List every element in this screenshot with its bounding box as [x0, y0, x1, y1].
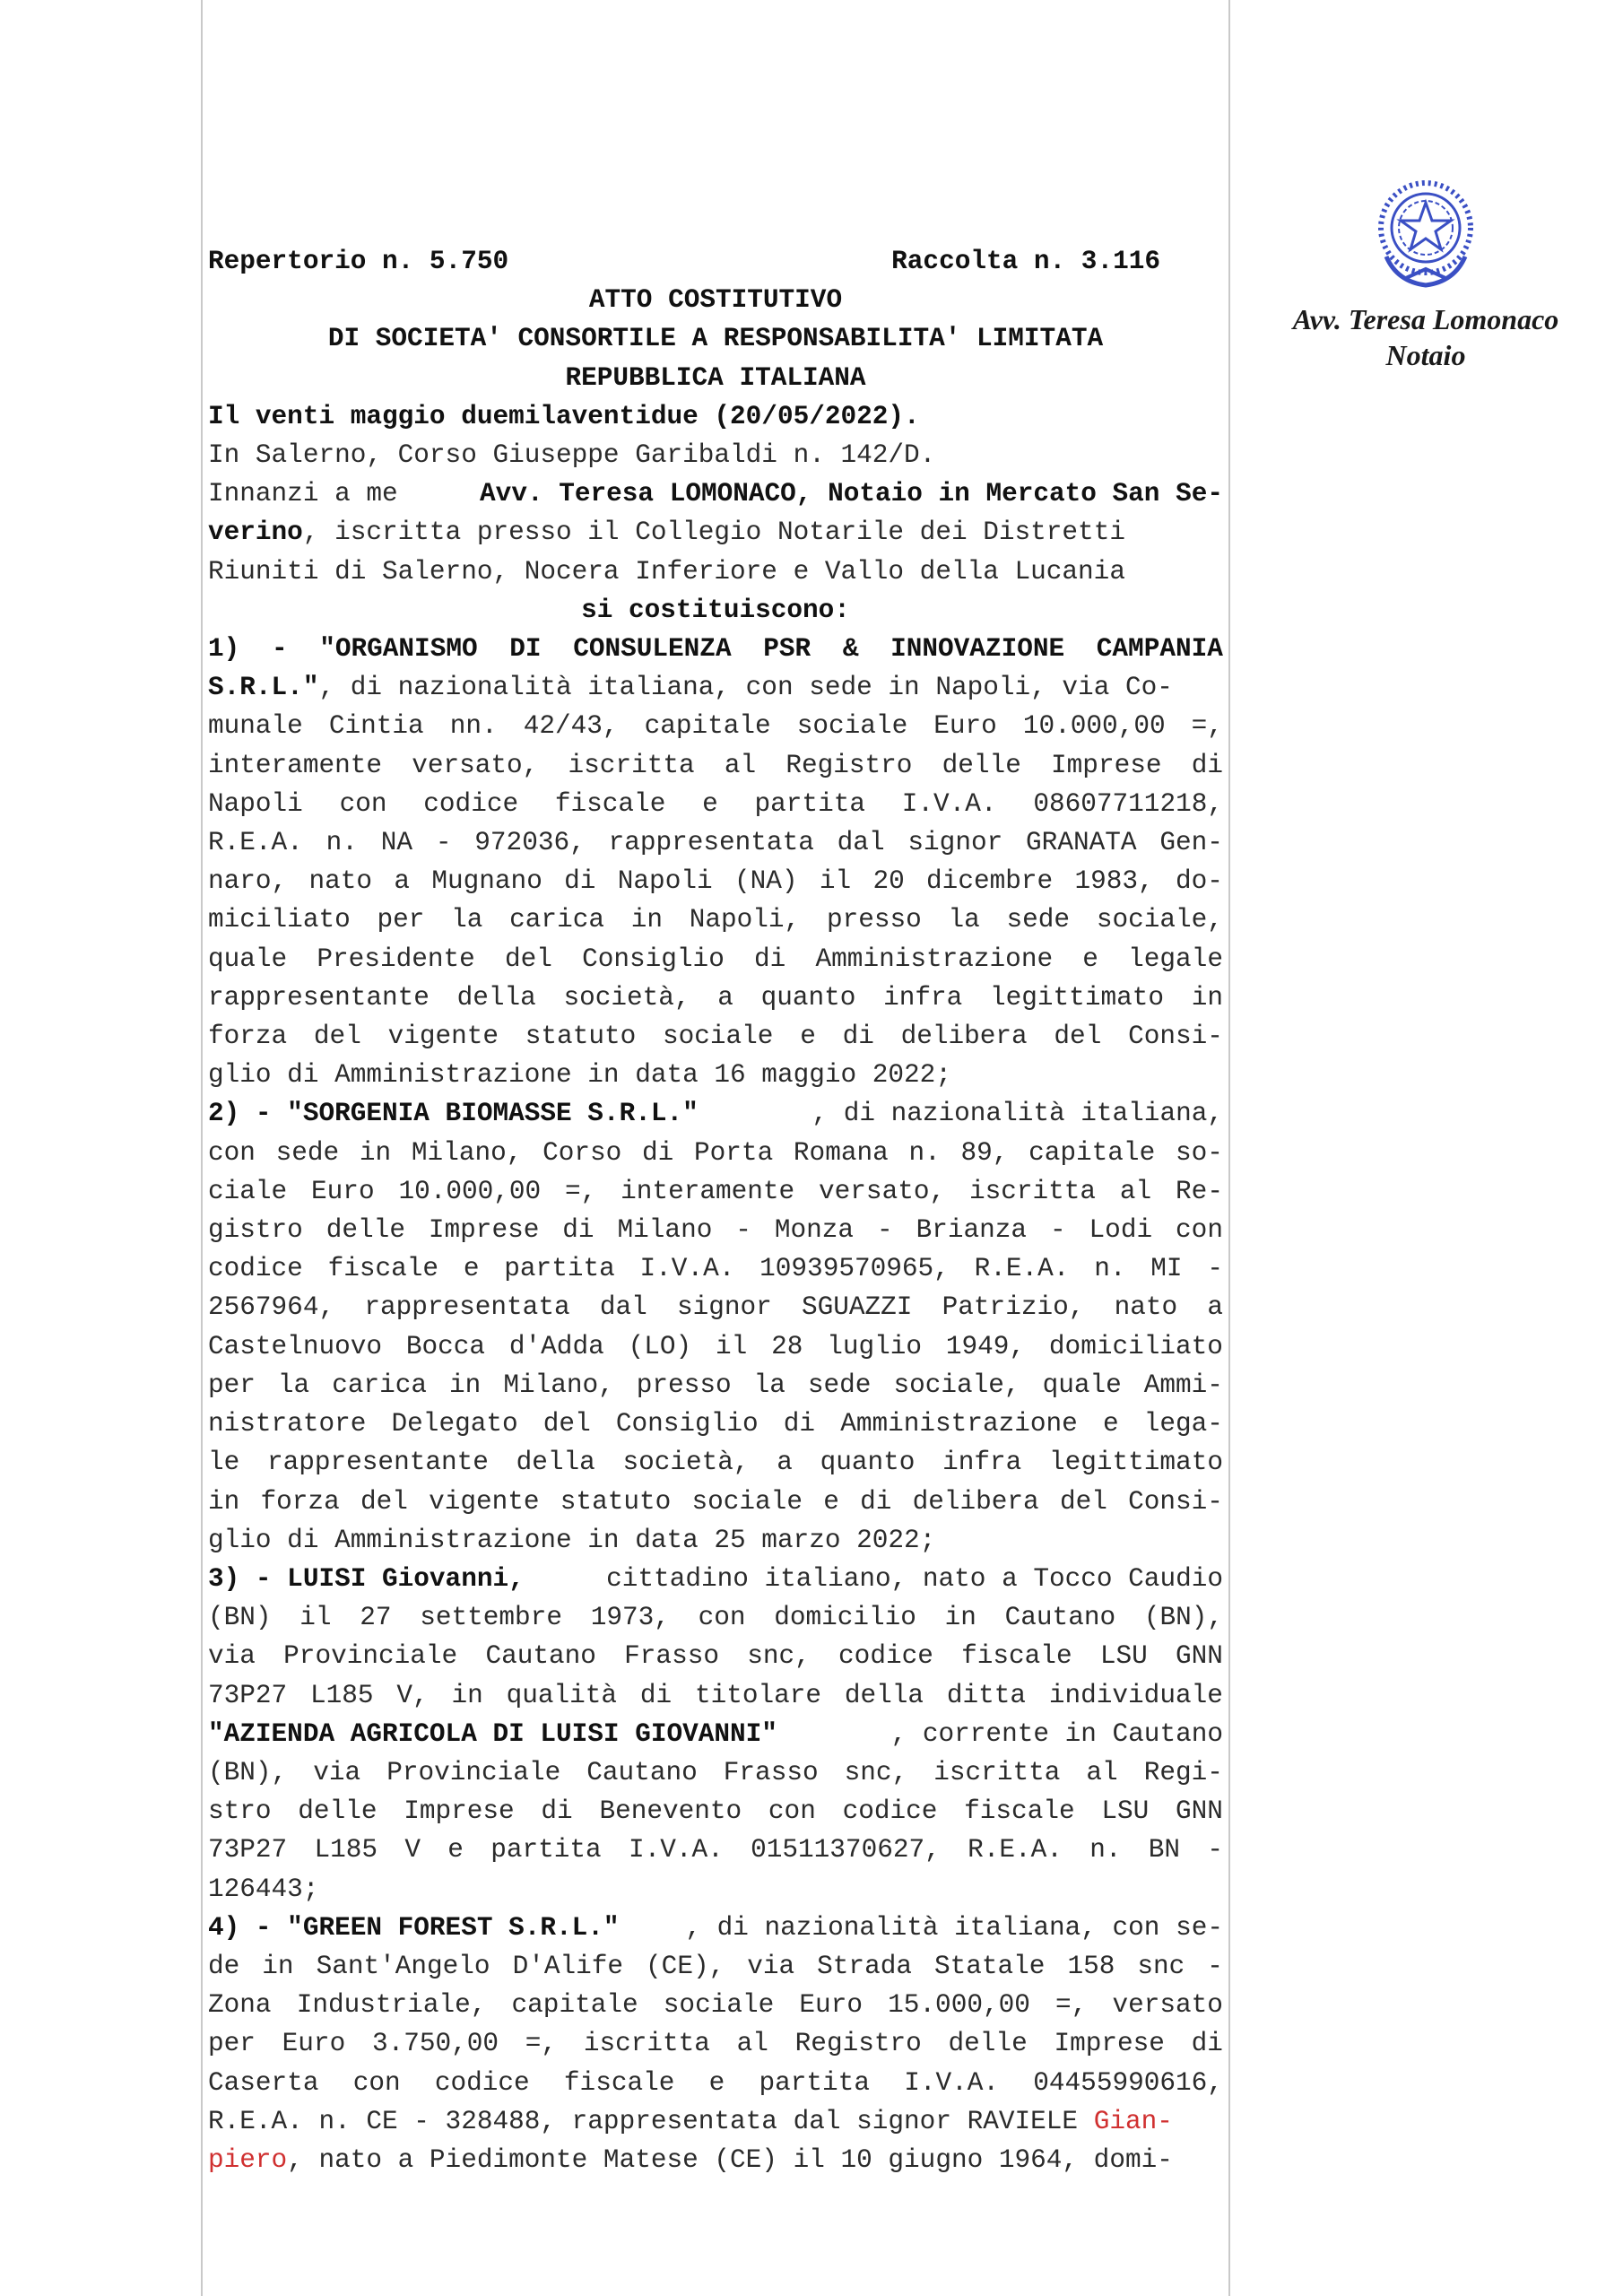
- party-3-line: 73P27 L185 V, in qualità di titolare della ditta individuale: [208, 1680, 1223, 1710]
- party-2-line: Castelnuovo Bocca d'Adda (LO) il 28 luglio 1949, domiciliato: [208, 1331, 1223, 1361]
- party-1-line-2: S.R.L.", di nazionalità italiana, con sede in Napoli, via Co-: [208, 673, 1173, 703]
- party-2-line: in forza del vigente statuto sociale e di delibera del Consi-: [208, 1486, 1223, 1517]
- raccolta-number: Raccolta n. 3.116: [891, 247, 1160, 276]
- notary-title: Notaio: [1385, 339, 1466, 371]
- highlighted-name: piero: [208, 2144, 288, 2175]
- reference-numbers: [208, 242, 1223, 281]
- party-1-line: naro, nato a Mugnano di Napoli (NA) il 20 dicembre 1983, do-: [208, 866, 1223, 897]
- before-me-text: Innanzi a me: [208, 479, 398, 509]
- party-1-line: Napoli con codice fiscale e partita I.V.A. 08607711218,: [208, 788, 1223, 819]
- party-4-last-line: piero, nato a Piedimonte Matese (CE) il 10 giugno 1964, domi-: [208, 2144, 1173, 2175]
- party-4-line: per Euro 3.750,00 =, iscritta al Registro delle Imprese di: [208, 2029, 1223, 2059]
- party-3-line: 126443;: [208, 1874, 319, 1904]
- party-2-line: 2567964, rappresentata dal signor SGUAZZI Patrizio, nato a: [208, 1292, 1223, 1323]
- party-4-heading: 4) - "GREEN FOREST S.R.L." , di nazionalità italiana, con se-: [208, 1912, 1223, 1943]
- repertorio-number: Repertorio n. 5.750: [208, 247, 509, 276]
- deed-date: Il venti maggio duemilaventidue (20/05/2022).: [208, 401, 920, 431]
- party-4-line: Caserta con codice fiscale e partita I.V.A. 04455990616,: [208, 2067, 1223, 2098]
- italian-emblem-seal-icon: [1370, 170, 1481, 292]
- party-4-line: Zona Industriale, capitale sociale Euro 15.000,00 =, versato: [208, 1990, 1223, 2021]
- notary-intro-line-1: [208, 474, 1223, 513]
- party-1-heading: 1) - "ORGANISMO DI CONSULENZA PSR & INNOVAZIONE CAMPANIA: [208, 634, 1223, 665]
- party-3-company-line: "AZIENDA AGRICOLA DI LUISI GIOVANNI" , corrente in Cautano: [208, 1718, 1223, 1749]
- notary-intro-line-2: [208, 513, 1223, 552]
- party-1-line: interamente versato, iscritta al Registro delle Imprese di: [208, 750, 1223, 780]
- party-2-line: nistratore Delegato del Consiglio di Amministrazione e lega-: [208, 1409, 1223, 1439]
- deed-body: [208, 242, 1223, 2179]
- party-1-line: munale Cintia nn. 42/43, capitale sociale Euro 10.000,00 =,: [208, 711, 1223, 742]
- party-4-rep-line: R.E.A. n. CE - 328488, rappresentata dal signor RAVIELE Gian-: [208, 2106, 1173, 2136]
- party-2-line: le rappresentante della società, a quanto infra legittimato: [208, 1448, 1223, 1478]
- notary-registration-text: , iscritta presso il Collegio Notarile dei Distretti: [302, 517, 1125, 548]
- party-3-line: (BN) il 27 settembre 1973, con domicilio in Cautano (BN),: [208, 1603, 1223, 1633]
- party-2-line: codice fiscale e partita I.V.A. 10939570965, R.E.A. n. MI -: [208, 1254, 1223, 1284]
- right-margin-rule: [1228, 0, 1230, 2296]
- party-2-line: per la carica in Milano, presso la sede sociale, quale Ammi-: [208, 1370, 1223, 1400]
- notary-identity-bold: Avv. Teresa LOMONACO, Notaio in Mercato San Se-: [480, 479, 1223, 509]
- party-3-line: via Provinciale Cautano Frasso snc, codice fiscale LSU GNN: [208, 1641, 1223, 1672]
- notary-intro-line-3: Riuniti di Salerno, Nocera Inferiore e Vallo della Lucania: [208, 556, 1125, 587]
- appearing-heading: si costituiscono:: [581, 595, 850, 625]
- party-1-line: quale Presidente del Consiglio di Amministrazione e legale: [208, 944, 1223, 974]
- party-2-line: glio di Amministrazione in data 25 marzo 2022;: [208, 1525, 936, 1555]
- party-1-line: rappresentante della società, a quanto infra legittimato in: [208, 982, 1223, 1013]
- party-2-line: ciale Euro 10.000,00 =, interamente versato, iscritta al Re-: [208, 1176, 1223, 1206]
- title-line-2: DI SOCIETA' CONSORTILE A RESPONSABILITA' LIMITATA: [327, 324, 1104, 354]
- notary-block: [1255, 170, 1596, 373]
- party-2-line: gistro delle Imprese di Milano - Monza - Brianza - Lodi con: [208, 1215, 1223, 1246]
- notary-city-bold: verino: [208, 517, 303, 548]
- party-3-line: stro delle Imprese di Benevento con codice fiscale LSU GNN: [208, 1796, 1223, 1827]
- party-2-heading: 2) - "SORGENIA BIOMASSE S.R.L." , di nazionalità italiana,: [208, 1099, 1223, 1129]
- party-2-line: con sede in Milano, Corso di Porta Romana n. 89, capitale so-: [208, 1137, 1223, 1168]
- party-1-line: R.E.A. n. NA - 972036, rappresentata dal signor GRANATA Gen-: [208, 828, 1223, 858]
- left-margin-rule: [201, 0, 203, 2296]
- deed-place: In Salerno, Corso Giuseppe Garibaldi n. 142/D.: [208, 440, 936, 471]
- title-line-3: REPUBBLICA ITALIANA: [565, 362, 866, 393]
- party-3-line: (BN), via Provinciale Cautano Frasso snc, iscritta al Regi-: [208, 1757, 1223, 1787]
- party-1-line: glio di Amministrazione in data 16 maggio 2022;: [208, 1060, 951, 1091]
- highlighted-name: Gian-: [1093, 2106, 1173, 2136]
- party-1-line: forza del vigente statuto sociale e di delibera del Consi-: [208, 1022, 1223, 1052]
- party-1-line: miciliato per la carica in Napoli, presso la sede sociale,: [208, 905, 1223, 935]
- notary-name: Avv. Teresa Lomonaco: [1292, 303, 1559, 335]
- party-3-heading: 3) - LUISI Giovanni, cittadino italiano, nato a Tocco Caudio: [208, 1563, 1223, 1594]
- party-3-line: 73P27 L185 V e partita I.V.A. 01511370627, R.E.A. n. BN -: [208, 1835, 1223, 1866]
- title-line-1: ATTO COSTITUTIVO: [588, 285, 843, 316]
- party-4-line: de in Sant'Angelo D'Alife (CE), via Strada Statale 158 snc -: [208, 1951, 1223, 1981]
